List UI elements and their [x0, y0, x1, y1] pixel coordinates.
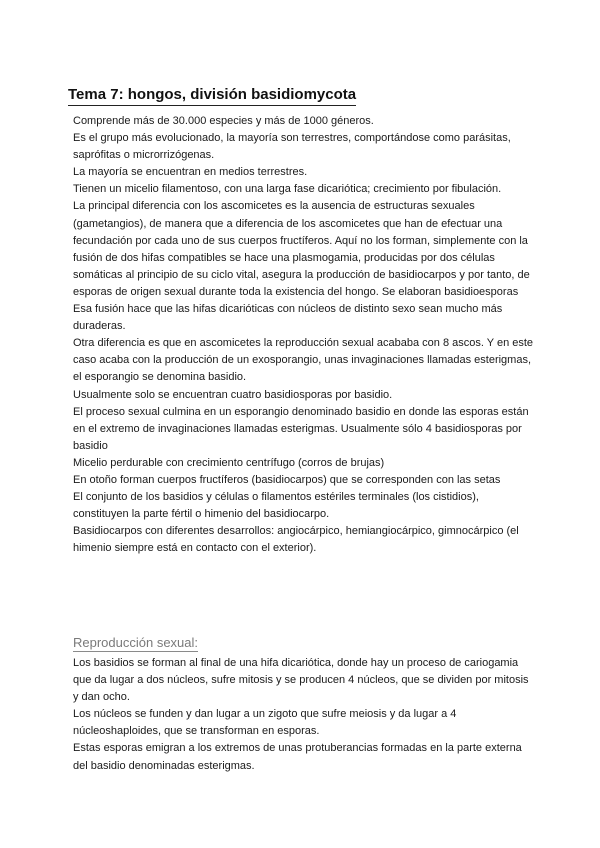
paragraph: Es el grupo más evolucionado, la mayoría son terrestres, comportándose como parásitas, saprófitas o microrrizógenas.	[73, 132, 511, 162]
page-title: Tema 7: hongos, división basidiomycota	[68, 86, 356, 106]
paragraph: La mayoría se encuentran en medios terrestres.	[73, 166, 308, 179]
paragraph: El proceso sexual culmina en un esporangio denominado basidio en donde las esporas están en el extremo de invaginaciones llamadas esterigmas. Usualmente sólo 4 basidiosporas por basidio	[73, 405, 529, 452]
paragraph: Tienen un micelio filamentoso, con una larga fase dicariótica; crecimiento por fibulación.	[73, 183, 502, 196]
paragraph: Basidiocarpos con diferentes desarrollos: angiocárpico, hemiangiocárpico, gimnocárpico (el himenio siempre está en contacto con el exterior).	[73, 525, 519, 555]
paragraph: Otra diferencia es que en ascomicetes la reproducción sexual acababa con 8 ascos. Y en este caso acaba con la producción de un exosporangio, unas invaginaciones llamadas esterigmas, el esporangio se denomina basidio.	[73, 337, 534, 384]
paragraph: Micelio perdurable con crecimiento centrífugo (corros de brujas)	[73, 456, 385, 469]
paragraph: En otoño forman cuerpos fructíferos (basidiocarpos) que se corresponden con las setas	[73, 473, 501, 486]
paragraph: La principal diferencia con los ascomicetes es la ausencia de estructuras sexuales (gametangios), de manera que a diferencia de los ascomicetes que han de efectuar una fecundación por cada uno de sus cuerpos fructíferos. Aquí no los forman, simplemente con la fusión de dos hifas compatibles se hace una plasmogamia, producidas por dos células somáticas al principio de su ciclo vital, asegura la producción de basidiocarpos y por tanto, de esporas de origen sexual durante toda la existencia del hongo. Se elaboran basidioesporas	[73, 200, 530, 298]
paragraph: El conjunto de los basidios y células o filamentos estériles terminales (los cistidios), constituyen la parte fértil o himenio del basidiocarpo.	[73, 491, 479, 521]
paragraph: Usualmente solo se encuentran cuatro basidiosporas por basidio.	[73, 388, 393, 401]
section-heading-reproduction: Reproducción sexual:	[73, 635, 199, 650]
intro-text	[73, 113, 535, 557]
paragraph: Comprende más de 30.000 especies y más de 1000 géneros.	[73, 115, 374, 127]
paragraph: Los núcleos se funden y dan lugar a un zigoto que sufre meiosis y da lugar a 4 núcleoshaploides, que se transforman en esporas.	[73, 708, 457, 738]
paragraph: Estas esporas emigran a los extremos de unas protuberancias formadas en la parte externa del basidio denominadas esterigmas.	[73, 742, 522, 772]
paragraph: Esa fusión hace que las hifas dicarióticas con núcleos de distinto sexo sean mucho más duraderas.	[73, 303, 503, 333]
paragraph: Los basidios se forman al final de una hifa dicariótica, donde hay un proceso de cariogamia que da lugar a dos núcleos, sufre mitosis y se producen 4 núcleos, que se dividen por mitosis y dan ocho.	[73, 657, 529, 704]
reproduction-text	[73, 655, 535, 775]
